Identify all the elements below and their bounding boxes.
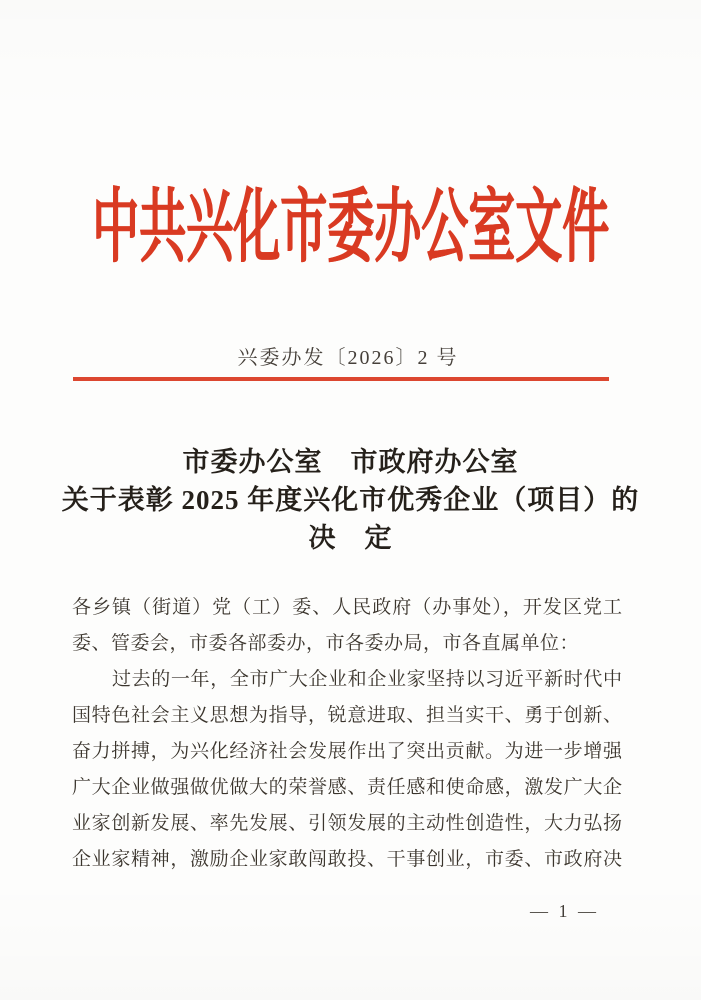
title-line-2: 关于表彰 2025 年度兴化市优秀企业（项目）的 <box>61 485 640 515</box>
body-line: 奋力拼搏，为兴化经济社会发展作出了突出贡献。为进一步增强 <box>72 741 622 762</box>
header-banner-title: 中共兴化市委办公室文件 <box>92 183 609 274</box>
title-line-1: 市委办公室 市政府办公室 <box>182 447 519 477</box>
body-line: 业家创新发展、率先发展、引领发展的主动性创造性，大力弘扬 <box>72 813 622 834</box>
body-line: 企业家精神，激励企业家敢闯敢投、干事创业，市委、市政府决 <box>72 849 622 870</box>
document-body <box>72 590 622 878</box>
body-line: 过去的一年，全市广大企业和企业家坚持以习近平新时代中 <box>112 669 622 690</box>
body-line: 广大企业做强做优做大的荣誉感、责任感和使命感，激发广大企 <box>72 777 622 798</box>
body-line: 各乡镇（街道）党（工）委、人民政府（办事处），开发区党工 <box>72 597 622 618</box>
document-title <box>0 443 701 557</box>
document-header <box>0 183 701 274</box>
body-line: 委、管委会，市委各部委办，市各委办局，市各直属单位： <box>72 633 580 654</box>
red-divider-line <box>73 377 609 381</box>
document-number: 兴委办发〔2026〕2 号 <box>237 347 459 369</box>
body-line: 国特色社会主义思想为指导，锐意进取、担当实干、勇于创新、 <box>72 705 622 726</box>
title-line-3: 决 定 <box>308 523 393 553</box>
page-number-footer: — 1 — <box>530 901 599 921</box>
